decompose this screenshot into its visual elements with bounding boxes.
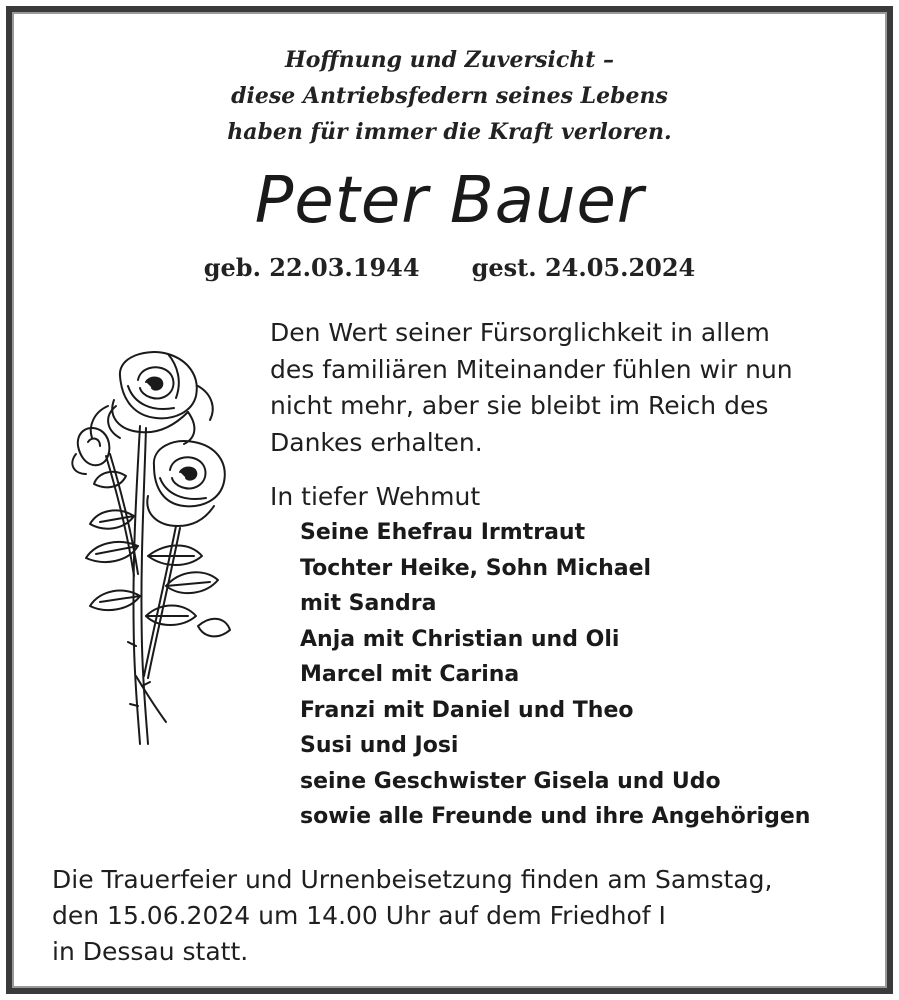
death-date: gest. 24.05.2024: [471, 253, 696, 282]
mourner-name: Marcel mit Carina: [300, 662, 520, 687]
birth-date: geb. 22.03.1944: [203, 253, 420, 282]
service-line: Die Trauerfeier und Urnenbeisetzung finden am Samstag,: [52, 865, 773, 894]
mourner-name: Seine Ehefrau Irmtraut: [300, 520, 586, 545]
motto: [0, 42, 899, 150]
mourner-name: Susi und Josi: [300, 733, 459, 758]
mourner-list: [300, 515, 880, 835]
motto-line: Hoffnung und Zuversicht –: [284, 47, 615, 73]
mourner-name: Franzi mit Daniel und Theo: [300, 697, 634, 723]
mourner-name: Tochter Heike, Sohn Michael: [300, 555, 652, 581]
motto-line: diese Antriebsfedern seines Lebens: [231, 83, 668, 109]
motto-line: haben für immer die Kraft verloren.: [227, 119, 672, 145]
service-line: den 15.06.2024 um 14.00 Uhr auf dem Friedhof I: [52, 901, 666, 930]
rose-bouquet-icon: [48, 346, 238, 746]
service-notice: [52, 862, 872, 970]
mourner-name: sowie alle Freunde und ihre Angehörigen: [300, 804, 811, 829]
mourner-name: Anja mit Christian und Oli: [300, 626, 620, 652]
tribute-line: Dankes erhalten.: [270, 427, 483, 457]
deceased-name: Peter Bauer: [254, 164, 645, 238]
mourning-intro: In tiefer Wehmut: [270, 482, 481, 511]
tribute-line: nicht mehr, aber sie bleibt im Reich des: [270, 391, 769, 420]
tribute-text: [270, 315, 870, 461]
tribute-line: Den Wert seiner Fürsorglichkeit in allem: [270, 318, 770, 347]
tribute-line: des familiären Miteinander fühlen wir nun: [270, 354, 793, 384]
mourner-name: seine Geschwister Gisela und Udo: [300, 768, 721, 794]
service-line: in Dessau statt.: [52, 937, 249, 966]
mourner-name: mit Sandra: [300, 591, 437, 616]
life-dates: [0, 250, 899, 286]
